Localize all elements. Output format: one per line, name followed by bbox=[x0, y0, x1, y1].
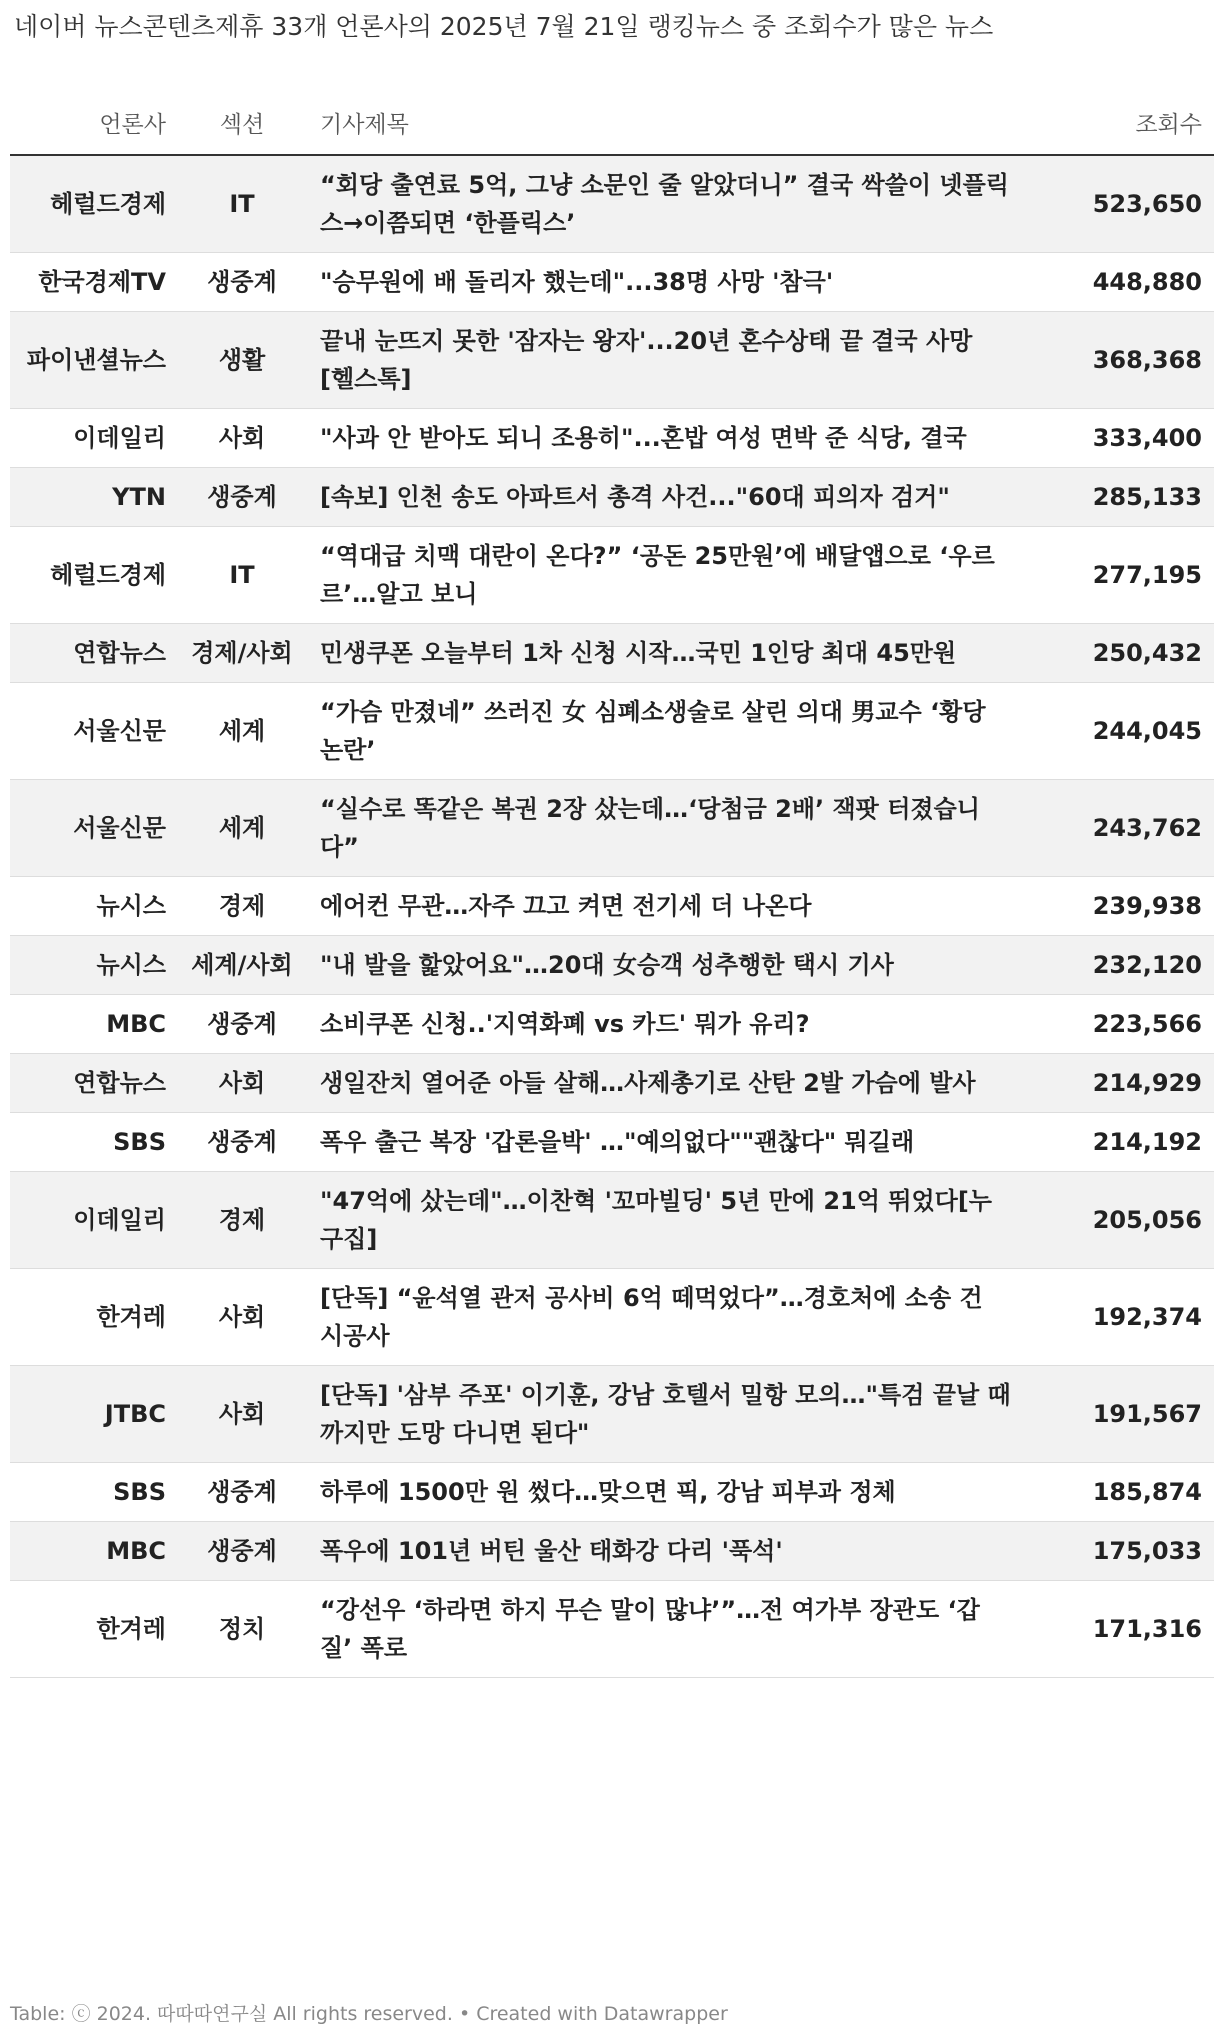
article-title-cell: “실수로 똑같은 복권 2장 샀는데…‘당첨금 2배’ 잭팟 터졌습니다” bbox=[308, 780, 1028, 877]
table-row bbox=[10, 1054, 1214, 1113]
article-title-cell: 폭우 출근 복장 '갑론을박' …"예의없다""괜찮다" 뭐길래 bbox=[308, 1113, 1028, 1172]
section-cell: 사회 bbox=[176, 1269, 308, 1366]
section-cell: 사회 bbox=[176, 1366, 308, 1463]
column-header-article-title[interactable]: 기사제목 bbox=[308, 90, 1028, 155]
views-cell: 192,374 bbox=[1028, 1269, 1214, 1366]
article-title-cell: "내 발을 핥았어요"…20대 女승객 성추행한 택시 기사 bbox=[308, 936, 1028, 995]
section-cell: 생활 bbox=[176, 312, 308, 409]
table-row bbox=[10, 468, 1214, 527]
views-cell: 250,432 bbox=[1028, 624, 1214, 683]
article-title-cell: “회당 출연료 5억, 그냥 소문인 줄 알았더니” 결국 싹쓸이 넷플릭스→이쯤되면 ‘한플릭스’ bbox=[308, 155, 1028, 253]
publisher-cell: 뉴시스 bbox=[10, 877, 176, 936]
publisher-cell: 서울신문 bbox=[10, 683, 176, 780]
publisher-cell: 헤럴드경제 bbox=[10, 155, 176, 253]
article-title-cell: “강선우 ‘하라면 하지 무슨 말이 많냐’”…전 여가부 장관도 ‘갑질’ 폭로 bbox=[308, 1581, 1028, 1678]
publisher-cell: 연합뉴스 bbox=[10, 1054, 176, 1113]
section-cell: 사회 bbox=[176, 409, 308, 468]
publisher-cell: 한겨레 bbox=[10, 1269, 176, 1366]
publisher-cell: 이데일리 bbox=[10, 1172, 176, 1269]
section-cell: 경제 bbox=[176, 877, 308, 936]
table-row bbox=[10, 1581, 1214, 1678]
article-title-cell: “가슴 만졌네” 쓰러진 女 심폐소생술로 살린 의대 男교수 ‘황당 논란’ bbox=[308, 683, 1028, 780]
publisher-cell: 한국경제TV bbox=[10, 253, 176, 312]
section-cell: 생중계 bbox=[176, 1463, 308, 1522]
section-cell: 사회 bbox=[176, 1054, 308, 1113]
section-cell: 세계 bbox=[176, 780, 308, 877]
article-title-cell: “역대급 치맥 대란이 온다?” ‘공돈 25만원’에 배달앱으로 ‘우르르’…알고 보니 bbox=[308, 527, 1028, 624]
table-row bbox=[10, 155, 1214, 253]
table-row bbox=[10, 624, 1214, 683]
table-row bbox=[10, 1522, 1214, 1581]
article-title-cell: "사과 안 받아도 되니 조용히"...혼밥 여성 면박 준 식당, 결국 bbox=[308, 409, 1028, 468]
publisher-cell: 연합뉴스 bbox=[10, 624, 176, 683]
section-cell: 생중계 bbox=[176, 253, 308, 312]
table-row bbox=[10, 1463, 1214, 1522]
table-row bbox=[10, 253, 1214, 312]
column-header-views[interactable]: 조회수 bbox=[1028, 90, 1214, 155]
publisher-cell: 헤럴드경제 bbox=[10, 527, 176, 624]
table-row bbox=[10, 1366, 1214, 1463]
views-cell: 285,133 bbox=[1028, 468, 1214, 527]
section-cell: 생중계 bbox=[176, 1113, 308, 1172]
views-cell: 239,938 bbox=[1028, 877, 1214, 936]
article-title-cell: 하루에 1500만 원 썼다…맞으면 픽, 강남 피부과 정체 bbox=[308, 1463, 1028, 1522]
publisher-cell: SBS bbox=[10, 1113, 176, 1172]
section-cell: 생중계 bbox=[176, 468, 308, 527]
publisher-cell: 파이낸셜뉴스 bbox=[10, 312, 176, 409]
table-row bbox=[10, 683, 1214, 780]
views-cell: 244,045 bbox=[1028, 683, 1214, 780]
table-row bbox=[10, 312, 1214, 409]
section-cell: 세계 bbox=[176, 683, 308, 780]
section-cell: IT bbox=[176, 155, 308, 253]
views-cell: 523,650 bbox=[1028, 155, 1214, 253]
section-cell: 세계/사회 bbox=[176, 936, 308, 995]
views-cell: 333,400 bbox=[1028, 409, 1214, 468]
column-header-section[interactable]: 섹션 bbox=[176, 90, 308, 155]
views-cell: 232,120 bbox=[1028, 936, 1214, 995]
section-cell: 경제/사회 bbox=[176, 624, 308, 683]
article-title-cell: 민생쿠폰 오늘부터 1차 신청 시작…국민 1인당 최대 45만원 bbox=[308, 624, 1028, 683]
article-title-cell: 끝내 눈뜨지 못한 '잠자는 왕자'...20년 혼수상태 끝 결국 사망 [헬스톡] bbox=[308, 312, 1028, 409]
section-cell: 정치 bbox=[176, 1581, 308, 1678]
publisher-cell: MBC bbox=[10, 995, 176, 1054]
views-cell: 191,567 bbox=[1028, 1366, 1214, 1463]
views-cell: 205,056 bbox=[1028, 1172, 1214, 1269]
views-cell: 214,192 bbox=[1028, 1113, 1214, 1172]
article-title-cell: [단독] '삼부 주포' 이기훈, 강남 호텔서 밀항 모의…"특검 끝날 때까지만 도망 다니면 된다" bbox=[308, 1366, 1028, 1463]
table-row bbox=[10, 995, 1214, 1054]
news-ranking-table bbox=[10, 90, 1214, 1678]
views-cell: 171,316 bbox=[1028, 1581, 1214, 1678]
table-row bbox=[10, 527, 1214, 624]
article-title-cell: "승무원에 배 돌리자 했는데"...38명 사망 '참극' bbox=[308, 253, 1028, 312]
section-cell: 생중계 bbox=[176, 995, 308, 1054]
article-title-cell: [단독] “윤석열 관저 공사비 6억 떼먹었다”…경호처에 소송 건 시공사 bbox=[308, 1269, 1028, 1366]
views-cell: 277,195 bbox=[1028, 527, 1214, 624]
views-cell: 214,929 bbox=[1028, 1054, 1214, 1113]
article-title-cell: "47억에 샀는데"…이찬혁 '꼬마빌딩' 5년 만에 21억 뛰었다[누구집] bbox=[308, 1172, 1028, 1269]
article-title-cell: 소비쿠폰 신청..'지역화폐 vs 카드' 뭐가 유리? bbox=[308, 995, 1028, 1054]
publisher-cell: MBC bbox=[10, 1522, 176, 1581]
views-cell: 175,033 bbox=[1028, 1522, 1214, 1581]
publisher-cell: JTBC bbox=[10, 1366, 176, 1463]
article-title-cell: 폭우에 101년 버틴 울산 태화강 다리 '푹석' bbox=[308, 1522, 1028, 1581]
views-cell: 448,880 bbox=[1028, 253, 1214, 312]
section-cell: 생중계 bbox=[176, 1522, 308, 1581]
views-cell: 368,368 bbox=[1028, 312, 1214, 409]
views-cell: 243,762 bbox=[1028, 780, 1214, 877]
table-row bbox=[10, 877, 1214, 936]
publisher-cell: 서울신문 bbox=[10, 780, 176, 877]
column-header-publisher[interactable]: 언론사 bbox=[10, 90, 176, 155]
article-title-cell: 생일잔치 열어준 아들 살해…사제총기로 산탄 2발 가슴에 발사 bbox=[308, 1054, 1028, 1113]
table-footer: Table: ⓒ 2024. 따따따연구실 All rights reserved. • Created with Datawrapper bbox=[10, 2003, 728, 2025]
table-body bbox=[10, 155, 1214, 1678]
table-header-row bbox=[10, 90, 1214, 155]
article-title-cell: [속보] 인천 송도 아파트서 총격 사건..."60대 피의자 검거" bbox=[308, 468, 1028, 527]
views-cell: 185,874 bbox=[1028, 1463, 1214, 1522]
table-row bbox=[10, 780, 1214, 877]
section-cell: IT bbox=[176, 527, 308, 624]
table-row bbox=[10, 936, 1214, 995]
table-row bbox=[10, 1172, 1214, 1269]
views-cell: 223,566 bbox=[1028, 995, 1214, 1054]
section-cell: 경제 bbox=[176, 1172, 308, 1269]
publisher-cell: 한겨레 bbox=[10, 1581, 176, 1678]
publisher-cell: SBS bbox=[10, 1463, 176, 1522]
page-title: 네이버 뉴스콘텐츠제휴 33개 언론사의 2025년 7월 21일 랭킹뉴스 중 조회수가 많은 뉴스 bbox=[14, 12, 994, 41]
publisher-cell: YTN bbox=[10, 468, 176, 527]
publisher-cell: 뉴시스 bbox=[10, 936, 176, 995]
article-title-cell: 에어컨 무관…자주 끄고 켜면 전기세 더 나온다 bbox=[308, 877, 1028, 936]
table-row bbox=[10, 1269, 1214, 1366]
publisher-cell: 이데일리 bbox=[10, 409, 176, 468]
table-row bbox=[10, 409, 1214, 468]
table-row bbox=[10, 1113, 1214, 1172]
